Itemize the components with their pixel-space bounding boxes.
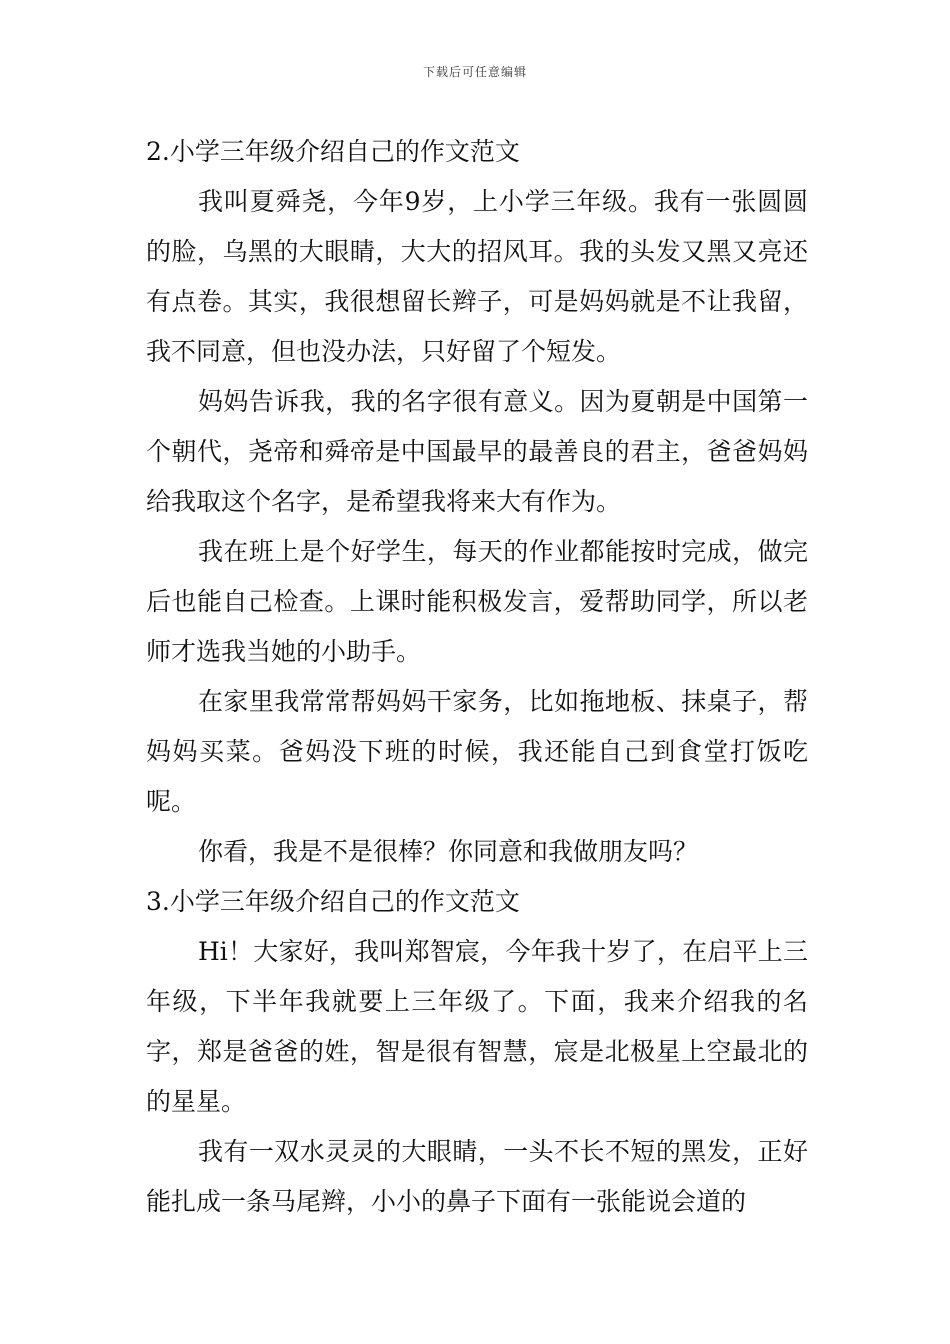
paragraph: 在家里我常常帮妈妈干家务，比如拖地板、抹桌子，帮妈妈买菜。爸妈没下班的时候，我还能自己到食堂打饭吃呢。 xyxy=(146,687,808,816)
paragraph: 我叫夏舜尧，今年9岁，上小学三年级。我有一张圆圆的脸，乌黑的大眼睛，大大的招风耳。我的头发又黑又亮还有点卷。其实，我很想留长辫子，可是妈妈就是不让我留，我不同意，但也没办法，只好留了个短发。 xyxy=(146,187,808,366)
paragraph: 妈妈告诉我，我的名字很有意义。因为夏朝是中国第一个朝代，尧帝和舜帝是中国最早的最善良的君主，爸爸妈妈给我取这个名字，是希望我将来大有作为。 xyxy=(146,387,808,516)
page-header: 下载后可任意编辑 xyxy=(422,65,527,79)
paragraph: 我有一双水灵灵的大眼睛，一头不长不短的黑发，正好能扎成一条马尾辫，小小的鼻子下面有一张能说会道的 xyxy=(146,1137,808,1216)
paragraph: 我在班上是个好学生，每天的作业都能按时完成，做完后也能自己检查。上课时能积极发言，爱帮助同学，所以老师才选我当她的小助手。 xyxy=(146,537,808,666)
paragraph: Hi！大家好，我叫郑智宸，今年我十岁了，在启平上三年级，下半年我就要上三年级了。下面，我来介绍我的名字，郑是爸爸的姓，智是很有智慧，宸是北极星上空最北的的星星。 xyxy=(146,937,808,1116)
section-heading-3: 3.小学三年级介绍自己的作文范文 xyxy=(146,887,520,916)
paragraph: 你看，我是不是很棒？你同意和我做朋友吗？ xyxy=(198,837,699,866)
section-heading-2: 2.小学三年级介绍自己的作文范文 xyxy=(146,137,520,166)
document-body xyxy=(146,127,808,1227)
